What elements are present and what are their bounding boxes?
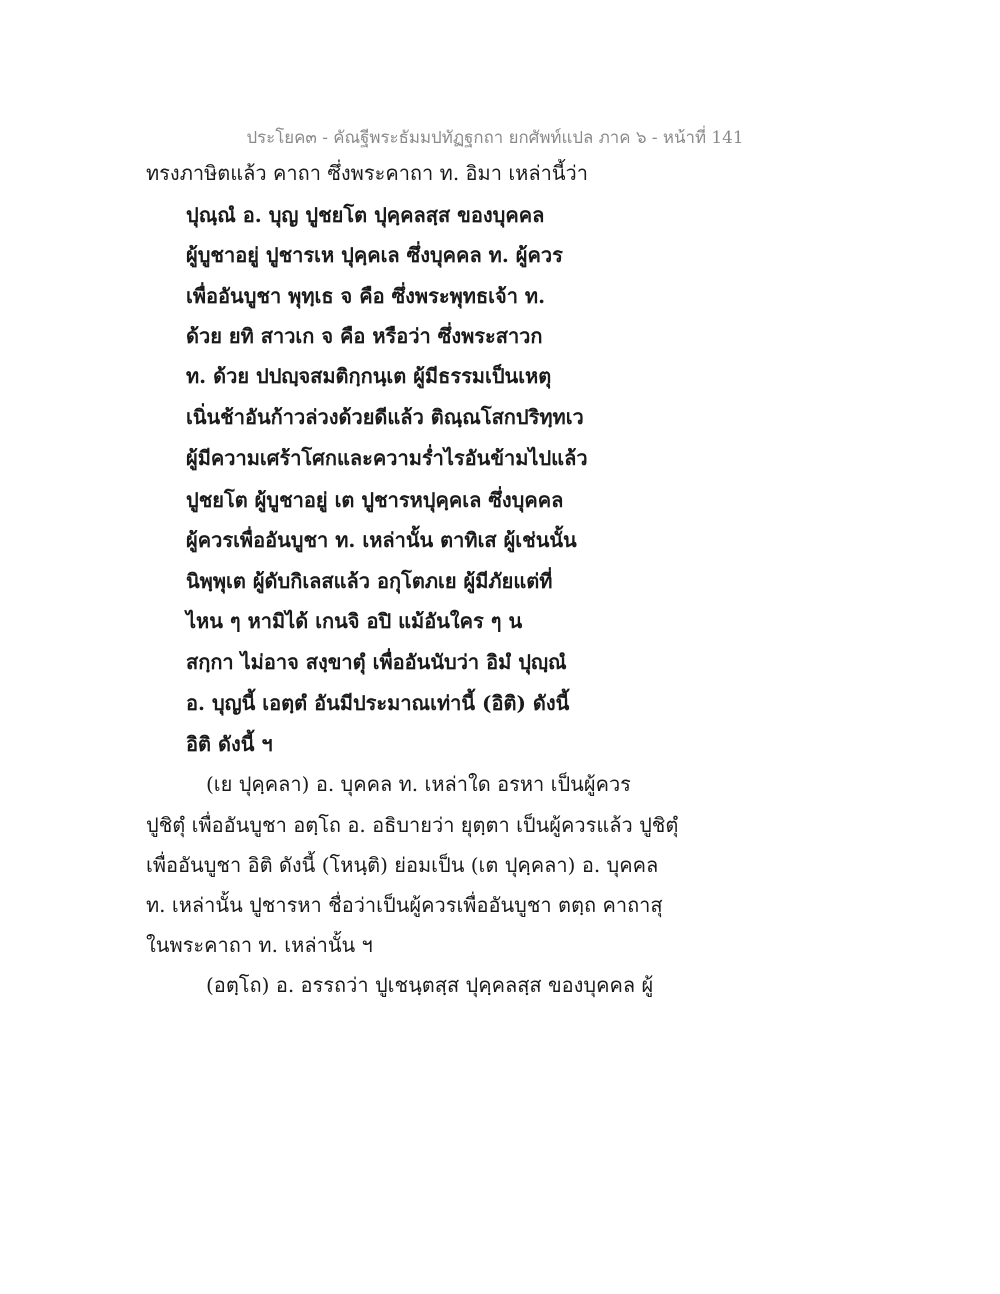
verse-line: สกฺกา ไม่อาจ สงฺขาตุํ เพื่ออันนับว่า อิมํ ปุญฺณํ <box>186 650 567 674</box>
paragraph-line: ปูชิตุํ เพื่ออันบูชา อตฺโถ อ. อธิบายว่า ยุตฺตา เป็นผู้ควรแล้ว ปูชิตุํ <box>146 813 679 837</box>
verse-line: ผู้บูชาอยู่ ปูชารเห ปุคฺคเล ซึ่งบุคคล ท. ผู้ควร <box>186 243 563 267</box>
verse-line: ผู้มีความเศร้าโศกและความร่ำไรอันข้ามไปแล้ว <box>186 446 588 470</box>
paragraph-line: ในพระคาถา ท. เหล่านั้น ฯ <box>146 933 373 957</box>
paragraph-line: (อตฺโถ) อ. อรรถว่า ปูเชนฺตสฺส ปุคฺคลสฺส ของบุคคล ผู้ <box>206 973 654 997</box>
paragraph-line: ท. เหล่านั้น ปูชารหา ชื่อว่าเป็นผู้ควรเพื่ออันบูชา ตตฺถ คาถาสุ <box>146 893 663 917</box>
verse-line: ปูชยโต ผู้บูชาอยู่ เต ปูชารหปุคฺคเล ซึ่งบุคคล <box>186 488 564 512</box>
verse-line: ท. ด้วย ปปญฺจสมติกฺกนฺเต ผู้มีธรรมเป็นเหตุ <box>186 364 552 388</box>
paragraph-line: (เย ปุคฺคลา) อ. บุคคล ท. เหล่าใด อรหา เป็นผู้ควร <box>206 772 631 796</box>
intro-line: ทรงภาษิตแล้ว คาถา ซึ่งพระคาถา ท. อิมา เหล่านี้ว่า <box>146 161 588 185</box>
verse-line: ผู้ควรเพื่ออันบูชา ท. เหล่านั้น ตาทิเส ผู้เช่นนั้น <box>186 528 577 552</box>
verse-line: เพื่ออันบูชา พุทฺเธ จ คือ ซึ่งพระพุทธเจ้า ท. <box>186 284 546 308</box>
verse-line: ไหน ๆ หามิได้ เกนจิ อปิ แม้อันใคร ๆ น <box>186 609 523 633</box>
paragraph-line: เพื่ออันบูชา อิติ ดังนี้ (โหนฺติ) ย่อมเป็น (เต ปุคฺคลา) อ. บุคคล <box>146 853 659 877</box>
verse-line: นิพฺพุเต ผู้ดับกิเลสแล้ว อกุโตภเย ผู้มีภัยแต่ที่ <box>186 569 553 593</box>
verse-line: เนิ่นช้าอันก้าวล่วงด้วยดีแล้ว ติณฺณโสกปริทฺทเว <box>186 405 584 429</box>
verse-line: อ. บุญนี้ เอตฺตํ อันมีประมาณเท่านี้ (อิติ) ดังนี้ <box>186 691 570 715</box>
verse-line: ปุณฺณํ อ. บุญ ปูชยโต ปุคฺคลสฺส ของบุคคล <box>186 203 545 227</box>
page-header: ประโยค๓ - คัณฐีพระธัมมปทัฏฐกถา ยกศัพท์แปล ภาค ๖ - หน้าที่ 141 <box>246 128 744 148</box>
verse-line: อิติ ดังนี้ ฯ <box>186 732 273 756</box>
verse-line: ด้วย ยทิ สาวเก จ คือ หรือว่า ซึ่งพระสาวก <box>186 324 543 348</box>
